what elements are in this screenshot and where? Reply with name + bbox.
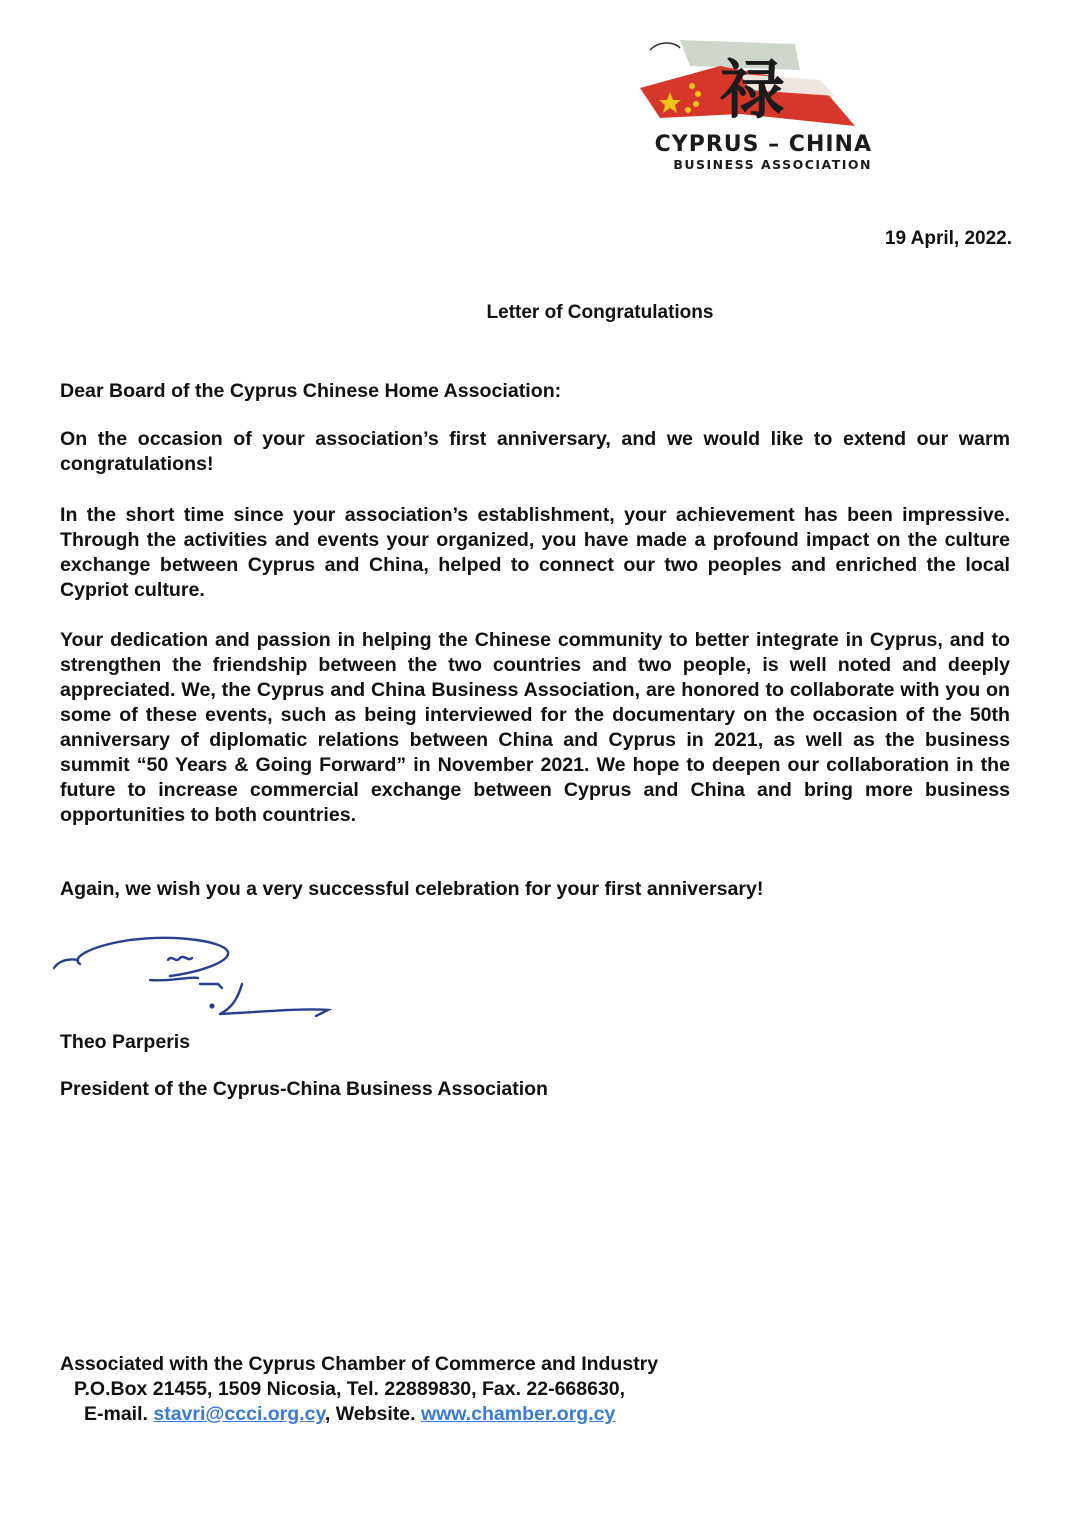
signer-title: President of the Cyprus-China Business Association <box>60 1078 548 1100</box>
logo-name: CYPRUS – CHINA <box>654 132 872 157</box>
email-link[interactable]: stavri@ccci.org.cy <box>153 1403 325 1425</box>
paragraph-1: On the occasion of your association’s first anniversary, and we would like to extend our warm congratulations! <box>60 428 1010 475</box>
logo-subtitle: BUSINESS ASSOCIATION <box>673 157 872 172</box>
closing-line: Again, we wish you a very successful celebration for your first anniversary! <box>60 878 764 900</box>
paragraph-3: Your dedication and passion in helping the Chinese community to better integrate in Cyprus, and to strengthen the friendship between the two countries and two people, is well noted and deeply appreciated. We, the Cyprus and China Business Association, are honored to collaborate with you on some of these events, such as being interviewed for the documentary on the occasion of the 50th anniversary of diplomatic relations between China and Cyprus in 2021, as well as the business summit “50 Years & Going Forward” in November 2021. We hope to deepen our collaboration in the future to increase commercial exchange between Cyprus and China and bring more business opportunities to both countries. <box>60 629 1010 826</box>
website-link[interactable]: www.chamber.org.cy <box>420 1403 616 1425</box>
signer-name: Theo Parperis <box>60 1031 191 1053</box>
svg-text:禄: 禄 <box>720 53 784 128</box>
paragraph-2: In the short time since your association’s establishment, your achievement has been impressive. Through the activities and events your organized, you have made a profound impact on the culture exchange between Cyprus and China, helped to connect our two peoples and enriched the local Cypriot culture. <box>60 504 1010 601</box>
salutation: Dear Board of the Cyprus Chinese Home Association: <box>60 380 562 402</box>
footer-address-line: P.O.Box 21455, 1509 Nicosia, Tel. 22889830, Fax. 22-668630, <box>74 1378 626 1400</box>
logo-emblem-icon <box>620 30 860 134</box>
footer <box>60 1352 658 1427</box>
email-label: E-mail. <box>84 1403 148 1425</box>
association-logo <box>596 30 886 180</box>
footer-contact-line <box>60 1402 658 1427</box>
website-label: Website. <box>335 1403 416 1425</box>
letter-date: 19 April, 2022. <box>884 228 1012 249</box>
footer-association-line: Associated with the Cyprus Chamber of Commerce and Industry <box>60 1353 659 1375</box>
contact-separator: , <box>324 1403 331 1425</box>
handwritten-signature <box>50 928 350 1033</box>
letter-title: Letter of Congratulations <box>486 302 714 323</box>
